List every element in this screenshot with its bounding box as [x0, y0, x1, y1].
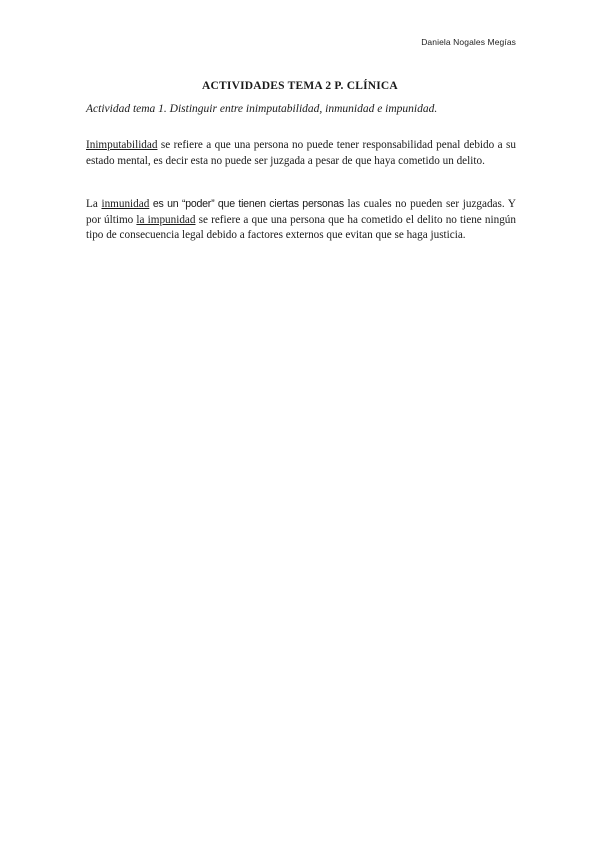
term-impunidad: la impunidad: [136, 213, 196, 226]
paragraph-inimputabilidad: [86, 138, 516, 169]
paragraph-2-text-2: se refiere a que una persona que ha cometido el delito no tiene ningún tipo de consecuencia legal debido a factores externos que evitan que se haga justicia.: [86, 213, 516, 242]
document-title: ACTIVIDADES TEMA 2 P. CLÍNICA: [202, 80, 398, 92]
activity-subtitle: Actividad tema 1. Distinguir entre inimputabilidad, inmunidad e impunidad.: [86, 103, 438, 115]
header-author: Daniela Nogales Megías: [421, 37, 516, 47]
paragraph-inmunidad-impunidad: [86, 197, 516, 244]
term-inmunidad: inmunidad: [101, 198, 150, 211]
paragraph-2-phrase: es un “poder” que tienen ciertas personas: [149, 198, 344, 211]
paragraph-2-text-1: las cuales no pueden ser juzgadas. Y por último: [86, 198, 516, 226]
paragraph-2-lead: La: [86, 198, 102, 211]
paragraph-1-text: se refiere a que una persona no puede tener responsabilidad penal debido a su estado mental, es decir esta no puede ser juzgada a pesar de que haya cometido un delito.: [86, 139, 516, 167]
term-inimputabilidad: Inimputabilidad: [86, 139, 158, 152]
